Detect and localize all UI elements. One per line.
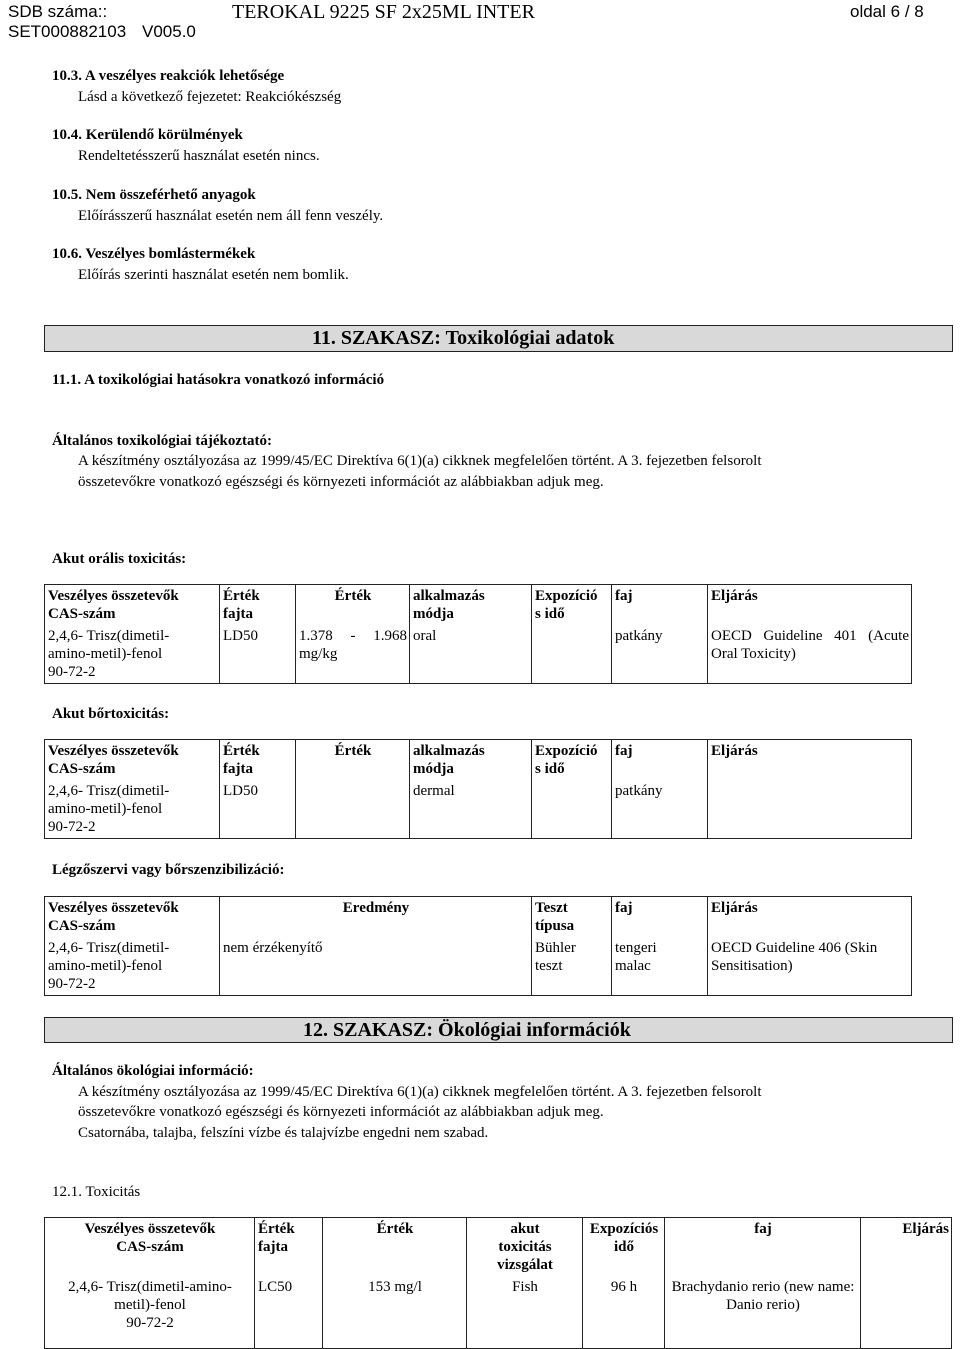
dermal-tox-title: Akut bőrtoxicitás: bbox=[52, 706, 170, 722]
section-11-1-title: 11.1. A toxikológiai hatásokra vonatkozó információ bbox=[52, 372, 385, 388]
component-name: 2,4,6- Trisz(dimetil- bbox=[48, 940, 170, 956]
header-cas: CAS-szám bbox=[48, 918, 116, 934]
header-value-type: Érték bbox=[223, 588, 260, 604]
table-row bbox=[45, 780, 912, 839]
general-tox-title: Általános toxikológiai tájékoztató: bbox=[52, 433, 272, 449]
header-cas: CAS-szám bbox=[116, 1239, 184, 1255]
header-result: Eredmény bbox=[342, 900, 410, 916]
component-name-2: amino-metil)-fenol bbox=[48, 646, 163, 662]
header-component: Veszélyes összetevők bbox=[48, 900, 179, 916]
general-tox-line-1: A készítmény osztályozása az 1999/45/EC Direktíva 6(1)(a) cikknek megfelelően történt. A 3. fejezetben felsorolt bbox=[78, 453, 762, 469]
section-10-4-title: 10.4. Kerülendő körülmények bbox=[52, 127, 243, 143]
component-name-2: amino-metil)-fenol bbox=[48, 801, 163, 817]
sdb-label: SDB száma:: bbox=[8, 2, 108, 21]
value: 1.378 - 1.968 bbox=[299, 628, 407, 644]
component-name: 2,4,6- Trisz(dimetil- bbox=[48, 628, 170, 644]
general-eco-title: Általános ökológiai információ: bbox=[52, 1063, 254, 1079]
section-10-5-title: 10.5. Nem összeférhető anyagok bbox=[52, 187, 256, 203]
component-name-2: amino-metil)-fenol bbox=[48, 958, 163, 974]
method-2: Oral Toxicity) bbox=[711, 646, 796, 662]
value-type: LD50 bbox=[223, 783, 258, 799]
header-species: faj bbox=[754, 1221, 772, 1237]
header-route: alkalmazás bbox=[413, 588, 485, 604]
test-type-2: teszt bbox=[535, 958, 563, 974]
component-name-2: metil)-fenol bbox=[114, 1297, 186, 1313]
table-row bbox=[45, 1276, 952, 1348]
species: Brachydanio rerio (new name: bbox=[671, 1279, 855, 1295]
general-tox-line-2: összetevőkre vonatkozó egészségi és környezeti információt az alábbiakban adjuk meg. bbox=[78, 474, 604, 490]
header-value: Érték bbox=[376, 1221, 414, 1237]
section-10-5-text: Előírásszerű használat esetén nem áll fenn veszély. bbox=[78, 208, 384, 224]
header-method: Eljárás bbox=[902, 1221, 949, 1237]
header-species: faj bbox=[615, 743, 633, 759]
section-10-4-text: Rendeltetésszerű használat esetén nincs. bbox=[78, 148, 320, 164]
method: OECD Guideline 401 (Acute bbox=[711, 628, 909, 644]
cas-number: 90-72-2 bbox=[48, 819, 96, 835]
header-value-type-2: fajta bbox=[223, 761, 253, 777]
header-species: faj bbox=[615, 900, 633, 916]
header-value-type-2: fajta bbox=[258, 1239, 288, 1255]
general-eco-line-2: összetevőkre vonatkozó egészségi és környezeti információt az alábbiakban adjuk meg. bbox=[78, 1104, 604, 1120]
header-route-2: módja bbox=[413, 606, 454, 622]
section-11-band bbox=[44, 325, 953, 352]
table-header-row bbox=[45, 1218, 952, 1277]
value: 153 mg/l bbox=[368, 1279, 422, 1295]
header-route: alkalmazás bbox=[413, 743, 485, 759]
section-11-title: 11. SZAKASZ: Toxikológiai adatok bbox=[312, 327, 615, 349]
sdb-number: SET000882103 bbox=[8, 22, 127, 41]
section-12-band bbox=[44, 1017, 953, 1043]
header-method: Eljárás bbox=[711, 588, 758, 604]
header-component: Veszélyes összetevők bbox=[84, 1221, 216, 1237]
header-component: Veszélyes összetevők bbox=[48, 588, 179, 604]
species: patkány bbox=[615, 628, 663, 644]
section-10-6-title: 10.6. Veszélyes bomlástermékek bbox=[52, 246, 256, 262]
value-type: LD50 bbox=[223, 628, 258, 644]
header-test-type: Teszt bbox=[535, 900, 568, 916]
header-exposure-2: s idő bbox=[535, 606, 565, 622]
cas-number: 90-72-2 bbox=[126, 1315, 174, 1331]
table-header-row bbox=[45, 585, 912, 626]
dermal-tox-table bbox=[44, 739, 912, 839]
route: dermal bbox=[413, 783, 455, 799]
page-number: oldal 6 / 8 bbox=[850, 2, 924, 21]
section-10-6-text: Előírás szerinti használat esetén nem bomlik. bbox=[78, 267, 349, 283]
header-value: Érték bbox=[334, 743, 372, 759]
species: patkány bbox=[615, 783, 663, 799]
species-2: Danio rerio) bbox=[726, 1297, 800, 1313]
exposure-time: 96 h bbox=[610, 1279, 638, 1295]
header-exposure: Expozíció bbox=[535, 588, 598, 604]
table-row bbox=[45, 625, 912, 684]
sensitisation-title: Légzőszervi vagy bőrszenzibilizáció: bbox=[52, 862, 285, 878]
header-method: Eljárás bbox=[711, 900, 758, 916]
route: oral bbox=[413, 628, 437, 644]
general-eco-line-3: Csatornába, talajba, felszíni vízbe és talajvízbe engedni nem szabad. bbox=[78, 1125, 489, 1141]
header-acute-test-3: vizsgálat bbox=[497, 1257, 553, 1273]
species-2: malac bbox=[615, 958, 651, 974]
method-2: Sensitisation) bbox=[711, 958, 793, 974]
table-header-row bbox=[45, 740, 912, 781]
test-type: Bühler bbox=[535, 940, 576, 956]
header-exposure: Expozíció bbox=[535, 743, 598, 759]
general-eco-line-1: A készítmény osztályozása az 1999/45/EC Direktíva 6(1)(a) cikknek megfelelően történt. A 3. fejezetben felsorolt bbox=[78, 1084, 762, 1100]
header-acute-test-2: toxicitás bbox=[498, 1239, 552, 1255]
component-name: 2,4,6- Trisz(dimetil-amino- bbox=[68, 1279, 232, 1295]
acute-test: Fish bbox=[512, 1279, 538, 1295]
header-component: Veszélyes összetevők bbox=[48, 743, 179, 759]
header-value-type: Érték bbox=[258, 1221, 295, 1237]
section-12-title: 12. SZAKASZ: Ökológiai információk bbox=[303, 1019, 631, 1041]
result: nem érzékenyítő bbox=[223, 940, 323, 956]
header-species: faj bbox=[615, 588, 633, 604]
product-name: TEROKAL 9225 SF 2x25ML INTER bbox=[232, 1, 535, 23]
table-row bbox=[45, 937, 912, 996]
header-exposure-2: idő bbox=[613, 1239, 634, 1255]
oral-tox-table bbox=[44, 584, 912, 684]
ecotox-table bbox=[44, 1217, 952, 1349]
cas-number: 90-72-2 bbox=[48, 976, 96, 992]
value-type: LC50 bbox=[258, 1279, 293, 1295]
sensitisation-table bbox=[44, 896, 912, 996]
value-unit: mg/kg bbox=[299, 646, 338, 662]
section-10-3-text: Lásd a következő fejezetet: Reakciókészség bbox=[78, 89, 342, 105]
component-name: 2,4,6- Trisz(dimetil- bbox=[48, 783, 170, 799]
header-exposure-2: s idő bbox=[535, 761, 565, 777]
header-cas: CAS-szám bbox=[48, 761, 116, 777]
header-method: Eljárás bbox=[711, 743, 758, 759]
header-exposure: Expozíciós bbox=[589, 1221, 659, 1237]
section-10-3-title: 10.3. A veszélyes reakciók lehetősége bbox=[52, 68, 285, 84]
table-header-row bbox=[45, 897, 912, 938]
header-value-type-2: fajta bbox=[223, 606, 253, 622]
header-value-type: Érték bbox=[223, 743, 260, 759]
method: OECD Guideline 406 (Skin bbox=[711, 940, 878, 956]
header-route-2: módja bbox=[413, 761, 454, 777]
header-acute-test: akut bbox=[510, 1221, 540, 1237]
header-value: Érték bbox=[334, 588, 372, 604]
cas-number: 90-72-2 bbox=[48, 664, 96, 680]
header-cas: CAS-szám bbox=[48, 606, 116, 622]
species: tengeri bbox=[615, 940, 657, 956]
section-12-1-title: 12.1. Toxicitás bbox=[52, 1184, 141, 1200]
oral-tox-title: Akut orális toxicitás: bbox=[52, 551, 187, 567]
header-test-type-2: típusa bbox=[535, 918, 575, 934]
version-label: V005.0 bbox=[142, 22, 196, 41]
